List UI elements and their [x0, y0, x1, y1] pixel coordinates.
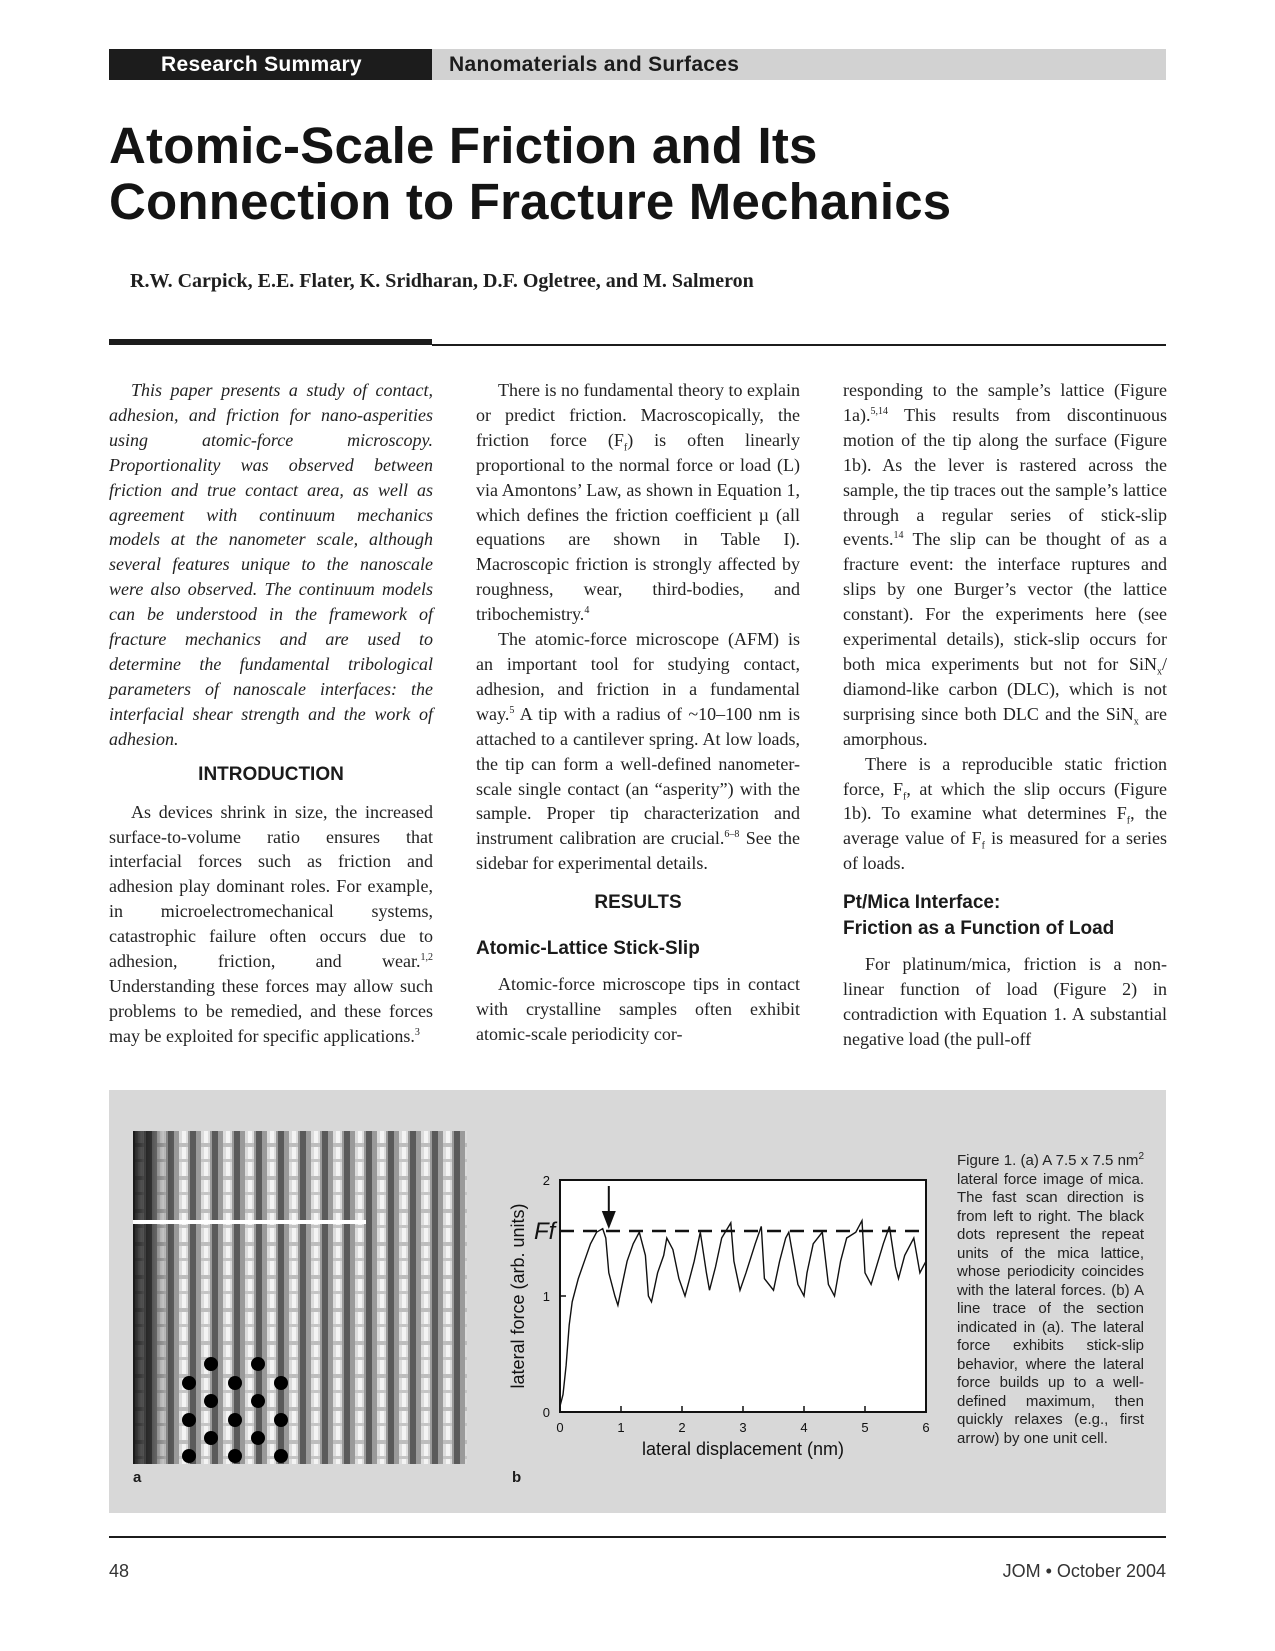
ff-reference-label: Ff: [534, 1218, 556, 1246]
x-tick-label: 1: [617, 1420, 625, 1435]
x-tick-label: 2: [678, 1420, 686, 1435]
x-tick-label: 6: [922, 1420, 930, 1435]
abstract: This paper presents a study of contact, adhesion, and friction for nano-asperities using atomic-force microscopy. Proportionality was observed between friction and true contact area, as well as agreement with continuum mechanics models at the nanometer scale, although several features unique to the nanoscale were also observed. The continuum models can be understood in the framework of fracture mechanics and are used to determine the fundamental tribological parameters of nanoscale interfaces: the interfacial shear strength and the work of adhesion.: [109, 380, 433, 749]
header-rule-thick: [109, 339, 432, 345]
article-title: [109, 118, 1169, 230]
introduction-heading: INTRODUCTION: [198, 763, 344, 785]
journal-issue: JOM • October 2004: [1002, 1561, 1166, 1581]
paragraph-pt-mica: For platinum/mica, friction is a non-linear function of load (Figure 2) in contradiction with Equation 1. A substantial negative load (the pull-off: [843, 954, 1167, 1049]
x-tick-label: 4: [800, 1420, 808, 1435]
paragraph-afm: The atomic-force microscope (AFM) is an important tool for studying contact, adhesion, and friction in a fundamental way.$^5$ A tip with a radius of ~10–100 nm is attached to a cantilever spring. At low loads, the tip can form a well-defined nanometer-scale single contact (an “asperity”) with the sample. Proper tip characterization and instrument calibration are crucial.$^{6-8}$ See the sidebar for experimental details.: [476, 629, 800, 874]
x-tick-label: 5: [861, 1420, 869, 1435]
afm-lateral-force-image: [133, 1131, 467, 1464]
x-tick-label: 3: [739, 1420, 747, 1435]
subheading-stick-slip: Atomic-Lattice Stick-Slip: [476, 938, 700, 960]
page-number: 48: [109, 1561, 130, 1581]
y-tick-label: 1: [542, 1289, 550, 1304]
lateral-force-trace-chart: [500, 1160, 940, 1460]
topic-label: Nanomaterials and Surfaces: [432, 49, 1166, 80]
title-line-1: Atomic-Scale Friction and Its: [109, 117, 818, 174]
paragraph-stick-slip-intro: Atomic-force microscope tips in contact with crystalline samples often exhibit atomic-scale periodicity cor-: [476, 974, 800, 1044]
y-axis-label: lateral force (arb. units): [508, 1203, 528, 1389]
section-label: Research Summary: [109, 49, 432, 80]
title-line-2: Connection to Fracture Mechanics: [109, 173, 952, 230]
footer-rule: [109, 1536, 1166, 1538]
subheading-pt-mica: Pt/Mica Interface: Friction as a Function of Load: [843, 892, 1115, 940]
results-heading: RESULTS: [594, 892, 682, 914]
x-axis-label: lateral displacement (nm): [641, 1439, 845, 1459]
paragraph-lattice: responding to the sample’s lattice (Figure 1a).$^{5,14}$ This results from discontinuous motion of the tip along the surface (Figure 1b). As the lever is rastered across the sample, the tip traces out the sample’s lattice through a regular series of stick-slip events.$^{14}$ The slip can be thought of as a fracture event: the interface ruptures and slips by one Burger’s vector (the lattice constant). For the experiments here (see experimental details), stick-slip occurs for both mica experiments but not for SiN$_x$/ diamond-like carbon (DLC), which is not surprising since both DLC and the SiN$_x$ are amorphous.: [843, 380, 1167, 749]
header-rule-thin: [432, 344, 1166, 346]
author-list: R.W. Carpick, E.E. Flater, K. Sridharan, D.F. Ogletree, and M. Salmeron: [130, 270, 754, 292]
panel-label-a: a: [133, 1469, 142, 1486]
panel-label-b: b: [512, 1469, 522, 1486]
text-column-1: [109, 378, 433, 1049]
paragraph-friction-theory: There is no fundamental theory to explain or predict friction. Macroscopically, the friction force $(F_f)$ is often linearly proportional to the normal force or load (L) via Amontons’ Law, as shown in Equation 1, which defines the friction coefficient µ (all equations are shown in Table I). Macroscopic friction is strongly affected by roughness, wear, third-bodies, and tribochemistry.$^4$: [476, 380, 801, 625]
text-column-2: [476, 378, 800, 1047]
text-column-3: [843, 378, 1167, 1052]
y-tick-label: 0: [542, 1405, 550, 1420]
y-tick-label: 2: [542, 1173, 550, 1188]
intro-paragraph: As devices shrink in size, the increased surface-to-volume ratio ensures that interfacial forces such as friction and adhesion play dominant roles. For example, in microelectromechanical systems, catastrophic failure often occurs due to adhesion, friction, and wear.$^{1,2}$ Understanding these forces may allow such problems to be remedied, and these forces may be exploited for specific applications.$^3$: [109, 801, 433, 1046]
paragraph-static-friction: There is a reproducible static friction force, $F_f$, at which the slip occurs (Figure 1b). To examine what determines $F_f$, the average value of $F_f$ is measured for a series of loads.: [843, 753, 1168, 874]
x-tick-label: 0: [556, 1420, 564, 1435]
figure-caption: Figure 1. (a) A 7.5 x 7.5 $nm^2$ lateral force image of mica. The fast scan direction is from left to right. The black dots represent the repeat units of the mica lattice, whose periodicity coincides with the lateral forces. (b) A line trace of the section indicated in (a). The lateral force exhibits stick-slip behavior, where the lateral force builds up to a well-defined maximum, then quickly relaxes (e.g., first arrow) by one unit cell.: [957, 1151, 1144, 1447]
